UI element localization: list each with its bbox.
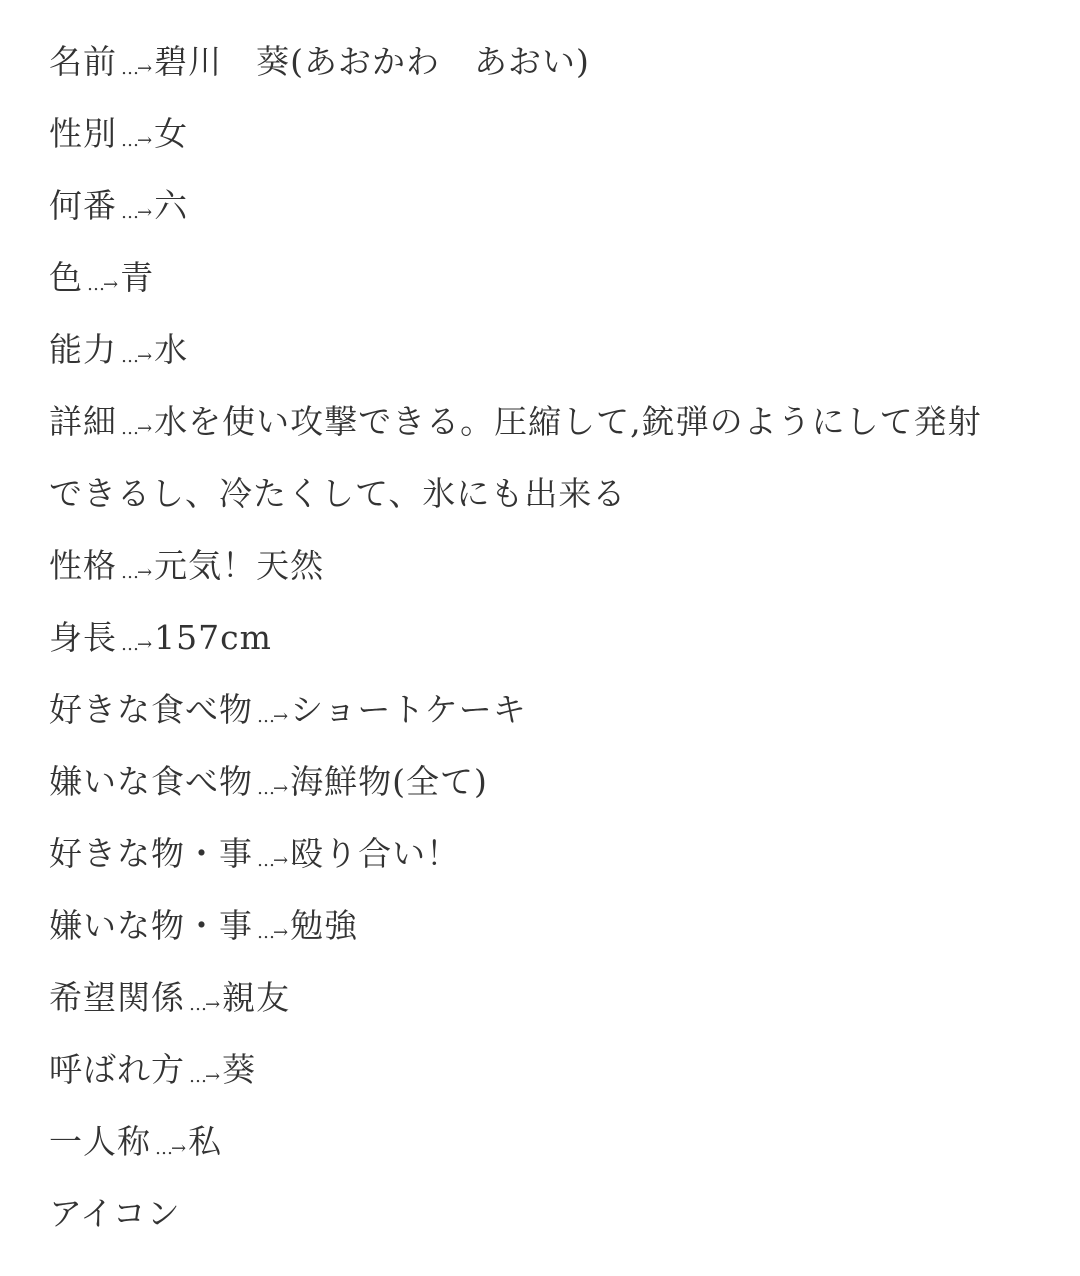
arrow-icon: …→: [87, 274, 117, 295]
number-label: 何番: [49, 186, 117, 225]
ability-label: 能力: [49, 330, 117, 369]
profile-row-color: [49, 242, 1049, 314]
dislike-food-label: 嫌いな食べ物: [49, 762, 253, 801]
personality-label: 性格: [49, 546, 117, 585]
profile-row-personality: [49, 530, 1049, 602]
profile-row-dislike-food: [49, 746, 1049, 818]
pronoun-label: 一人称: [49, 1122, 151, 1161]
gender-label: 性別: [49, 114, 117, 153]
arrow-icon: …→: [257, 778, 287, 799]
arrow-icon: …→: [121, 346, 151, 367]
arrow-icon: …→: [121, 634, 151, 655]
profile-document: [49, 26, 1049, 1250]
color-value: 青: [120, 258, 155, 297]
pronoun-value: 私: [188, 1122, 223, 1161]
called-label: 呼ばれ方: [49, 1050, 185, 1089]
color-label: 色: [49, 258, 83, 297]
profile-row-pronoun: [49, 1106, 1049, 1178]
profile-row-called: [49, 1034, 1049, 1106]
arrow-icon: …→: [121, 202, 151, 223]
ability-value: 水: [154, 330, 189, 369]
dislike-food-value: 海鮮物(全て): [290, 762, 488, 801]
detail-value-line1: 水を使い攻撃できる。圧縮して,銃弾のようにして発射: [154, 402, 982, 441]
arrow-icon: …→: [257, 922, 287, 943]
detail-label: 詳細: [49, 402, 117, 441]
personality-value: 元気！天然: [154, 546, 325, 585]
arrow-icon: …→: [121, 58, 151, 79]
profile-row-ability: [49, 314, 1049, 386]
profile-row-fav-food: [49, 674, 1049, 746]
fav-thing-label: 好きな物・事: [49, 834, 253, 873]
profile-row-name: [49, 26, 1049, 98]
arrow-icon: …→: [121, 418, 151, 439]
name-label: 名前: [49, 42, 117, 81]
profile-row-relation: [49, 962, 1049, 1034]
profile-row-detail: [49, 386, 1049, 458]
arrow-icon: …→: [189, 994, 219, 1015]
fav-food-label: 好きな食べ物: [49, 690, 253, 729]
profile-row-number: [49, 170, 1049, 242]
number-value: 六: [154, 186, 189, 225]
profile-row-height: [49, 602, 1049, 674]
height-value: 157cm: [154, 618, 272, 657]
arrow-icon: …→: [121, 130, 151, 151]
relation-value: 親友: [222, 978, 291, 1017]
detail-value-line2: できるし、冷たくして、氷にも出来る: [49, 474, 627, 513]
profile-row-fav-thing: [49, 818, 1049, 890]
arrow-icon: …→: [189, 1066, 219, 1087]
relation-label: 希望関係: [49, 978, 185, 1017]
profile-row-detail-continued: [49, 458, 1049, 530]
profile-row-dislike-thing: [49, 890, 1049, 962]
gender-value: 女: [154, 114, 189, 153]
arrow-icon: …→: [257, 706, 287, 727]
profile-row-icon: [49, 1178, 1049, 1250]
name-value: 碧川 葵(あおかわ あおい): [154, 42, 590, 81]
arrow-icon: …→: [155, 1138, 185, 1159]
dislike-thing-label: 嫌いな物・事: [49, 906, 253, 945]
dislike-thing-value: 勉強: [290, 906, 359, 945]
arrow-icon: …→: [121, 562, 151, 583]
called-value: 葵: [222, 1050, 257, 1089]
icon-label: アイコン: [49, 1194, 181, 1233]
height-label: 身長: [49, 618, 117, 657]
fav-food-value: ショートケーキ: [290, 690, 527, 729]
fav-thing-value: 殴り合い！: [290, 834, 461, 873]
arrow-icon: …→: [257, 850, 287, 871]
profile-row-gender: [49, 98, 1049, 170]
